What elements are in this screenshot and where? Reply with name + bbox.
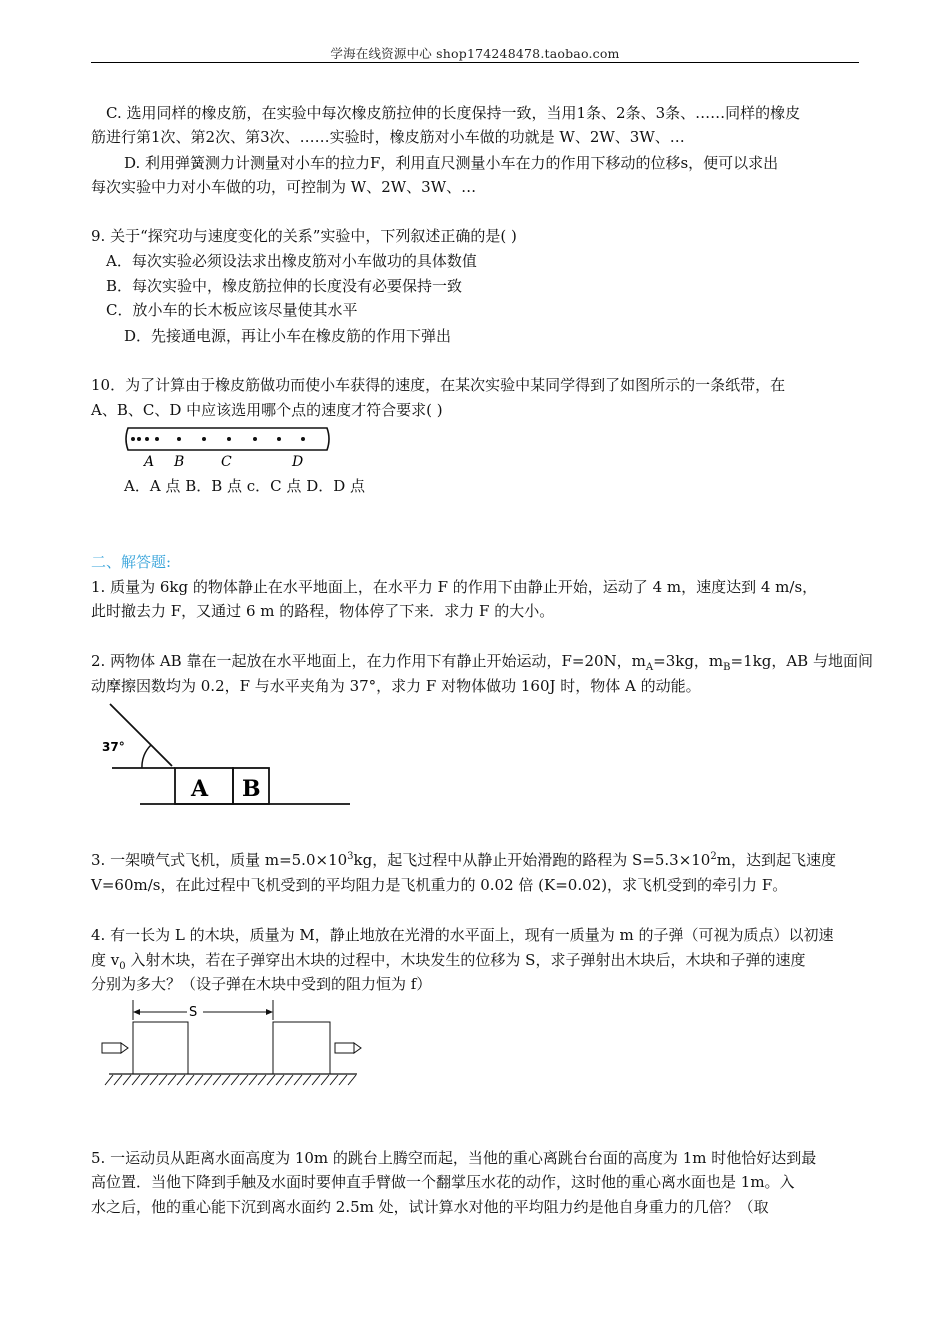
p2-sub-a: A — [645, 662, 654, 673]
tape-dot — [253, 437, 257, 441]
hatch-mark — [240, 1075, 248, 1085]
hatch-mark — [114, 1075, 122, 1085]
p4-line1: 4. 有一长为 L 的木块，质量为 M，静止地放在光滑的水平面上，现有一质量为 m 的子弹（可视为质点）以初速 — [91, 926, 834, 944]
tape-dot — [131, 437, 135, 441]
p5-line2: 高位置．当他下降到手触及水面时要伸直手臂做一个翻掌压水花的动作，这时他的重心离水面也是 1m。入 — [91, 1173, 795, 1191]
tape-label-c: C — [221, 454, 232, 470]
hatch-mark — [141, 1075, 149, 1085]
p2-text-b: =3kg，m — [653, 652, 724, 670]
hatch-mark — [150, 1075, 158, 1085]
q9-stem: 9. 关于“探究功与速度变化的关系”实验中，下列叙述正确的是( ) — [91, 227, 517, 245]
p2-line1 — [91, 651, 873, 671]
s-arrow-right — [266, 1009, 273, 1015]
p3-text-b: kg，起飞过程中从静止开始滑跑的路程为 S=5.3×10 — [353, 851, 711, 869]
hatch-mark — [330, 1075, 338, 1085]
bullet-final — [335, 1043, 354, 1053]
bullet-initial-tip — [121, 1043, 128, 1053]
q9-option-a: A．每次实验必须设法求出橡皮筋对小车做功的具体数值 — [106, 252, 477, 270]
block-b-label: B — [242, 776, 261, 802]
hatch-mark — [285, 1075, 293, 1085]
page-header: 学海在线资源中心 shop174248478.taobao.com — [330, 46, 620, 61]
p4-line2 — [91, 950, 805, 970]
p4-text-a: 度 v — [91, 951, 120, 969]
tape-dot — [301, 437, 305, 441]
q8-option-c-line1: C. 选用同样的橡皮筋，在实验中每次橡皮筋拉伸的长度保持一致，当用1条、2条、3条、……同样的橡皮 — [106, 104, 801, 122]
q8-option-c-line2: 筋进行第1次、第2次、第3次、……实验时，橡皮筋对小车做的功就是 W、2W、3W、… — [91, 128, 685, 146]
hatch-mark — [213, 1075, 221, 1085]
p1-line1: 1. 质量为 6kg 的物体静止在水平地面上，在水平力 F 的作用下由静止开始，运动了 4 m，速度达到 4 m/s， — [91, 578, 818, 596]
q10-stem-line1: 10．为了计算由于橡皮筋做功而使小车获得的速度，在某次实验中某同学得到了如图所示的一条纸带，在 — [91, 376, 786, 394]
hatch-mark — [249, 1075, 257, 1085]
hatch-mark — [204, 1075, 212, 1085]
p3-line2: V=60m/s，在此过程中飞机受到的平均阻力是飞机重力的 0.02 倍 (K=0.02)，求飞机受到的牵引力 F。 — [91, 876, 788, 894]
tape-dot — [227, 437, 231, 441]
q8-option-d-line2: 每次实验中力对小车做的功，可控制为 W、2W、3W、… — [91, 178, 477, 196]
p3-text-c: m，达到起飞速度 — [716, 851, 836, 869]
p2-line2: 动摩擦因数均为 0.2，F 与水平夹角为 37°，求力 F 对物体做功 160J 时，物体 A 的动能。 — [91, 677, 701, 695]
tape-dot — [155, 437, 159, 441]
paper-tape-figure — [120, 422, 335, 472]
p3-text-a: 3. 一架喷气式飞机，质量 m=5.0×10 — [91, 851, 348, 869]
p3-line1 — [91, 850, 836, 870]
angle-label: 37° — [102, 740, 125, 754]
p1-line2: 此时撤去力 F，又通过 6 m 的路程，物体停了下来．求力 F 的大小。 — [91, 602, 555, 620]
hatch-mark — [303, 1075, 311, 1085]
force-line — [110, 704, 172, 766]
blocks-force-figure — [100, 700, 360, 810]
p2-sub-b: B — [723, 662, 731, 673]
tape-dot — [145, 437, 149, 441]
header-rule — [91, 62, 859, 63]
hatch-mark — [132, 1075, 140, 1085]
hatch-mark — [159, 1075, 167, 1085]
hatch-mark — [267, 1075, 275, 1085]
tape-label-d: D — [292, 454, 304, 470]
p4-sub-0: 0 — [119, 961, 126, 972]
hatch-mark — [276, 1075, 284, 1085]
p4-line3: 分别为多大？（设子弹在木块中受到的阻力恒为 f） — [91, 975, 432, 993]
block-final — [273, 1022, 330, 1074]
q9-option-b: B．每次实验中，橡皮筋拉伸的长度没有必要保持一致 — [106, 277, 463, 295]
tape-label-b: B — [174, 454, 185, 470]
q9-option-d: D．先接通电源，再让小车在橡皮筋的作用下弹出 — [124, 327, 452, 345]
hatch-mark — [231, 1075, 239, 1085]
tape-dot — [177, 437, 181, 441]
hatch-mark — [186, 1075, 194, 1085]
q8-option-d-line1: D. 利用弹簧测力计测量对小车的拉力F，利用直尺测量小车在力的作用下移动的位移s，便可以求出 — [124, 154, 779, 172]
p2-text-a: 2. 两物体 AB 靠在一起放在水平地面上，在力作用下有静止开始运动，F=20N，m — [91, 652, 646, 670]
p4-text-b: 入射木块，若在子弹穿出木块的过程中，木块发生的位移为 S，求子弹射出木块后，木块和子弹的速度 — [125, 951, 806, 969]
block-a-label: A — [191, 776, 209, 802]
hatch-mark — [339, 1075, 347, 1085]
hatch-mark — [312, 1075, 320, 1085]
bullet-initial — [102, 1043, 121, 1053]
p3-exp-1: 3 — [347, 851, 354, 862]
hatch-mark — [222, 1075, 230, 1085]
hatch-mark — [168, 1075, 176, 1085]
p5-line3: 水之后，他的重心能下沉到离水面约 2.5m 处，试计算水对他的平均阻力约是他自身重力的几倍？（取 — [91, 1198, 769, 1216]
q9-option-c: C．放小车的长木板应该尽量使其水平 — [106, 301, 358, 319]
angle-arc — [142, 745, 151, 768]
s-arrow-left — [133, 1009, 140, 1015]
surface-hatching — [105, 1075, 356, 1085]
tape-dot — [137, 437, 141, 441]
hatch-mark — [195, 1075, 203, 1085]
bullet-final-tip — [354, 1043, 361, 1053]
hatch-mark — [294, 1075, 302, 1085]
p5-line1: 5. 一运动员从距离水面高度为 10m 的跳台上腾空而起，当他的重心离跳台台面的高度为 1m 时他恰好达到最 — [91, 1149, 817, 1167]
hatch-mark — [348, 1075, 356, 1085]
s-label: S — [189, 1005, 198, 1020]
hatch-mark — [123, 1075, 131, 1085]
section-title: 二、解答题: — [91, 553, 172, 571]
q10-options: A．A 点 B．B 点 c．C 点 D．D 点 — [124, 477, 366, 495]
bullet-block-figure — [95, 998, 365, 1093]
hatch-mark — [258, 1075, 266, 1085]
p3-exp-2: 2 — [710, 851, 717, 862]
hatch-mark — [177, 1075, 185, 1085]
p2-text-c: =1kg，AB 与地面间 — [730, 652, 873, 670]
hatch-mark — [321, 1075, 329, 1085]
tape-dot — [202, 437, 206, 441]
tape-dot — [277, 437, 281, 441]
tape-label-a: A — [144, 454, 155, 470]
q10-stem-line2: A、B、C、D 中应该选用哪个点的速度才符合要求( ) — [91, 401, 443, 419]
hatch-mark — [105, 1075, 113, 1085]
block-initial — [133, 1022, 188, 1074]
